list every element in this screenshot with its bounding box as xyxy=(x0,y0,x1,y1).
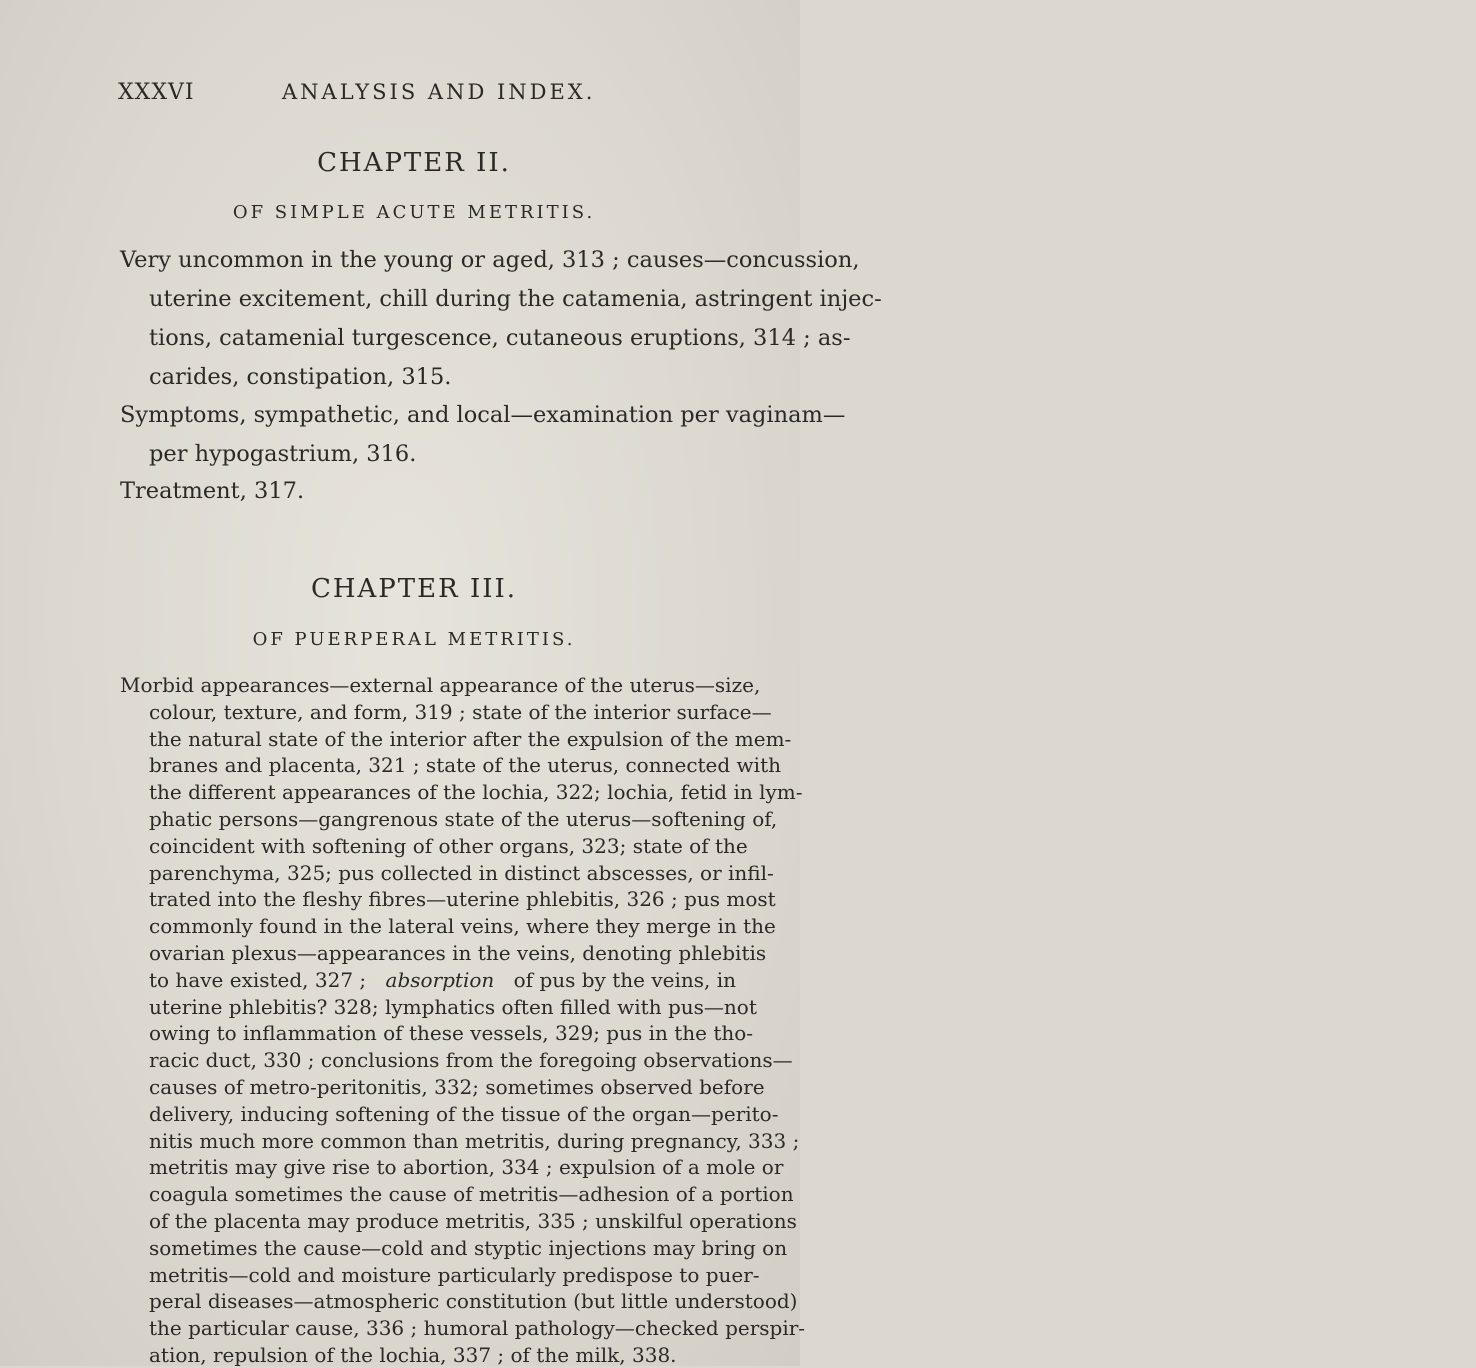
text-line: peral diseases—atmospheric constitution (but little understood) xyxy=(149,1289,798,1314)
text-line: ovarian plexus—appearances in the veins, denoting phlebitis xyxy=(149,941,767,965)
text-line: commonly found in the lateral veins, where they merge in the xyxy=(149,914,776,939)
text-line: Morbid appearances—external appearance of the uterus—size, xyxy=(120,673,761,697)
running-head xyxy=(0,80,800,114)
text-line: causes of metro-peritonitis, 332; sometimes observed before xyxy=(149,1075,765,1099)
chapter-2-subtitle: OF SIMPLE ACUTE METRITIS. xyxy=(232,202,596,223)
text-line: parenchyma, 325; pus collected in distinct abscesses, or infil- xyxy=(149,860,774,885)
page-number: XXXVI xyxy=(118,80,195,105)
chapter-2-heading: CHAPTER II. xyxy=(317,148,511,178)
text-line: ation, repulsion of the lochia, 337 ; of the milk, 338. xyxy=(149,1343,677,1367)
text-line: owing to inflammation of these vessels, 329; pus in the tho- xyxy=(149,1021,754,1046)
text-line: carides, constipation, 315. xyxy=(149,364,452,390)
chapter-3-subtitle: OF PUERPERAL METRITIS. xyxy=(252,629,576,650)
chapter-3-heading: CHAPTER III. xyxy=(310,574,518,604)
text-line: racic duct, 330 ; conclusions from the foregoing observations— xyxy=(149,1048,793,1073)
text-line: tions, catamenial turgescence, cutaneous eruptions, 314 ; as- xyxy=(149,325,851,351)
text-line: metritis—cold and moisture particularly predispose to puer- xyxy=(149,1262,760,1287)
text-line: trated into the fleshy fibres—uterine phlebitis, 326 ; pus most xyxy=(149,887,776,912)
text-line: coincident with softening of other organs, 323; state of the xyxy=(149,833,748,858)
text-line: delivery, inducing softening of the tissue of the organ—perito- xyxy=(149,1101,779,1126)
text-segment: to have existed, 327 ; xyxy=(149,967,367,992)
text-line: the particular cause, 336 ; humoral pathology—checked perspir- xyxy=(149,1316,806,1341)
text-line: of the placenta may produce metritis, 335 ; unskilful operations xyxy=(149,1209,797,1233)
text-line: colour, texture, and form, 319 ; state of the interior surface— xyxy=(149,699,772,724)
italic-term: absorption xyxy=(385,967,495,992)
text-line: the natural state of the interior after the expulsion of the mem- xyxy=(149,726,792,751)
running-title: ANALYSIS AND INDEX. xyxy=(282,80,596,104)
text-line: uterine excitement, chill during the catamenia, astringent injec- xyxy=(149,286,882,312)
text-line: branes and placenta, 321 ; state of the uterus, connected with xyxy=(149,753,781,778)
text-line: uterine phlebitis? 328; lymphatics often filled with pus—not xyxy=(149,994,757,1019)
text-line xyxy=(149,967,736,993)
text-line: phatic persons—gangrenous state of the uterus—softening of, xyxy=(149,807,778,831)
text-line: coagula sometimes the cause of metritis—adhesion of a portion xyxy=(149,1182,794,1207)
text-line: Treatment, 317. xyxy=(120,478,305,504)
text-line: nitis much more common than metritis, during pregnancy, 333 ; xyxy=(149,1128,800,1153)
text-segment: of pus by the veins, in xyxy=(513,967,736,992)
text-line: sometimes the cause—cold and styptic injections may bring on xyxy=(149,1235,788,1260)
text-line: Symptoms, sympathetic, and local—examination per vaginam— xyxy=(120,402,846,428)
text-line: per hypogastrium, 316. xyxy=(149,441,417,467)
text-line: the different appearances of the lochia, 322; lochia, fetid in lym- xyxy=(149,780,803,805)
text-line: metritis may give rise to abortion, 334 ; expulsion of a mole or xyxy=(149,1155,784,1180)
text-line: Very uncommon in the young or aged, 313 ; causes—concussion, xyxy=(120,247,860,273)
